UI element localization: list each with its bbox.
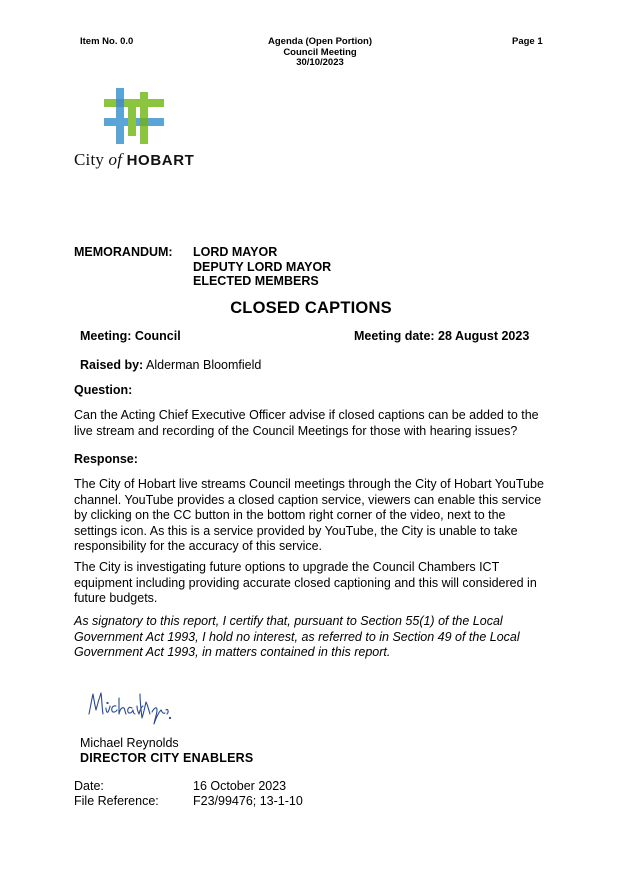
city-of-hobart-logo-mark <box>104 88 164 144</box>
agenda-portion: Agenda (Open Portion) <box>268 36 372 47</box>
response-heading: Response: <box>74 452 138 466</box>
raised-by-value: Alderman Bloomfield <box>146 358 262 372</box>
question-text: Can the Acting Chief Executive Officer advise if closed captions can be added to the live stream and recording of the Council Meetings for those with hearing issues? <box>74 408 539 438</box>
page-number: Page 1 <box>512 36 543 47</box>
handwritten-signature <box>86 684 172 730</box>
recipient: ELECTED MEMBERS <box>193 274 319 288</box>
recipient: LORD MAYOR <box>193 245 278 259</box>
response-paragraph-2: The City is investigating future options to upgrade the Council Chambers ICT equipment including providing accurate closed captioning and this will considered in future budgets. <box>74 560 537 605</box>
question-heading: Question: <box>74 383 133 397</box>
document-title: CLOSED CAPTIONS <box>230 299 392 317</box>
response-paragraph-1: The City of Hobart live streams Council meetings through the City of Hobart YouTube channel. YouTube provides a closed caption service, viewers can enable this service by clicking on the CC button in the bottom right corner of the video, next to the settings icon. As this is a service provided by YouTube, the City is unable to take responsibility for the accuracy of this service. <box>74 477 544 553</box>
date-label: Date: <box>74 779 104 793</box>
file-reference-label: File Reference: <box>74 794 159 808</box>
date-value: 16 October 2023 <box>193 779 287 793</box>
raised-by <box>80 358 261 372</box>
meeting-type: Meeting: Council <box>80 329 181 343</box>
recipient: DEPUTY LORD MAYOR <box>193 259 332 274</box>
memorandum-label: MEMORANDUM: <box>74 245 173 259</box>
city-of-hobart-wordmark: City of HOBART <box>74 150 195 169</box>
memorandum-recipients <box>193 245 331 289</box>
signatory-name: Michael Reynolds <box>80 736 179 750</box>
signatory-role: DIRECTOR CITY ENABLERS <box>80 750 254 765</box>
raised-by-label: Raised by: <box>80 358 144 372</box>
meeting-date: Meeting date: 28 August 2023 <box>354 329 530 343</box>
agenda-date: 30/10/2023 <box>296 57 344 68</box>
item-number: Item No. 0.0 <box>80 36 134 47</box>
certification-statement: As signatory to this report, I certify that, pursuant to Section 55(1) of the Local Government Act 1993, I hold no interest, as referred to in Section 49 of the Local Government Act 1993, in matters contained in this report. <box>74 614 520 659</box>
file-reference-value: F23/99476; 13-1-10 <box>193 794 303 808</box>
agenda-meeting: Council Meeting <box>283 46 357 58</box>
signatory <box>80 736 253 765</box>
